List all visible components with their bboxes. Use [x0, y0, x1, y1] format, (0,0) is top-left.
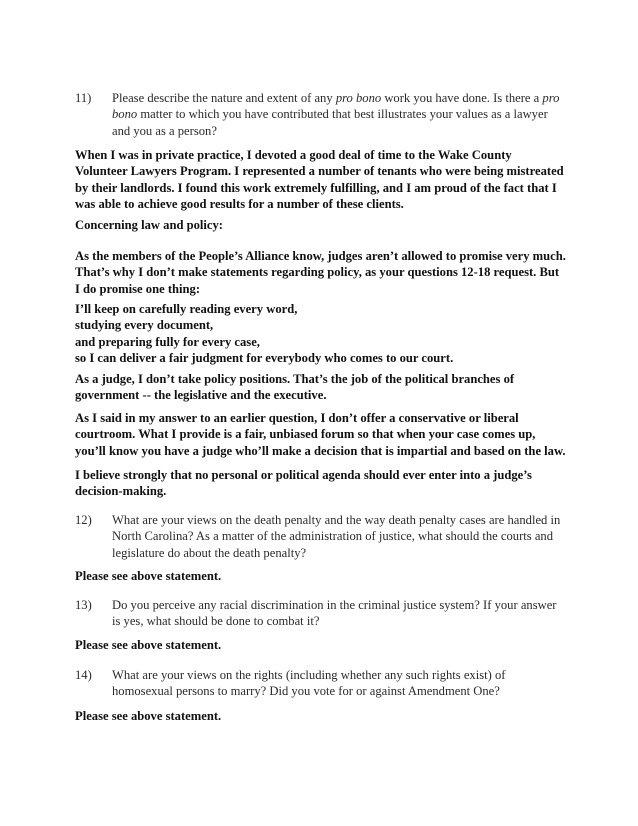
law-policy-heading: Concerning law and policy:: [75, 218, 223, 232]
agenda-paragraph: I believe strongly that no personal or political agenda should ever enter into a judge’s decision-making.: [75, 468, 532, 499]
question-number: 12): [75, 513, 92, 527]
courtroom-paragraph: As I said in my answer to an earlier question, I don’t offer a conservative or liberal courtroom. What I provide is a fair, unbiased forum so that when your case comes up, you’ll know you have a judge who’ll make a decision that is impartial and based on the law.: [75, 411, 566, 458]
answer-14: Please see above statement.: [75, 709, 222, 723]
answer-13: Please see above statement.: [75, 638, 222, 652]
question-text: [112, 90, 565, 139]
promise-block: [75, 301, 567, 367]
question-number: 11): [75, 91, 92, 105]
promise-line: I’ll keep on carefully reading every word,: [75, 302, 298, 316]
promise-line: so I can deliver a fair judgment for everybody who comes to our court.: [75, 351, 454, 366]
promise-line: studying every document,: [75, 318, 214, 333]
question-11: [75, 90, 565, 139]
answer-12: Please see above statement.: [75, 569, 222, 583]
question-14: [75, 667, 565, 700]
policy-paragraph: As the members of the People’s Alliance know, judges aren’t allowed to promise very much. That’s why I don’t make statements regarding policy, as your questions 12-18 request. But I do promise one thing:: [75, 249, 566, 296]
question-italic-term: pro bono: [112, 91, 560, 122]
question-13: [75, 597, 565, 630]
question-number: 14): [75, 668, 92, 682]
question-text-part: matter to which you have contributed that best illustrates your values as a lawyer and you as a person?: [112, 107, 548, 138]
judge-paragraph: As a judge, I don’t take policy positions. That’s the job of the political branches of government -- the legislative and the executive.: [75, 372, 515, 403]
question-text: What are your views on the rights (including whether any such rights exist) of homosexual persons to marry? Did you vote for or against Amendment One?: [112, 668, 506, 699]
question-text: What are your views on the death penalty and the way death penalty cases are handled in North Carolina? As a matter of the administration of justice, what should the courts and legislature do about the death penalty?: [112, 513, 561, 560]
question-text: Do you perceive any racial discrimination in the criminal justice system? If your answer is yes, what should be done to combat it?: [112, 598, 557, 629]
answer-11: When I was in private practice, I devoted a good deal of time to the Wake County Volunteer Lawyers Program. I represented a number of tenants who were being mistreated by their landlords. I found this work extremely fulfilling, and I am proud of the fact that I was able to achieve good results for a number of these clients.: [75, 148, 564, 212]
question-italic-term: pro bono: [335, 91, 382, 105]
question-text-part: work you have done. Is there a: [381, 91, 543, 105]
promise-line: and preparing fully for every case,: [75, 334, 260, 349]
question-12: [75, 512, 565, 561]
question-text-part: Please describe the nature and extent of any: [112, 91, 336, 105]
question-number: 13): [75, 598, 92, 612]
